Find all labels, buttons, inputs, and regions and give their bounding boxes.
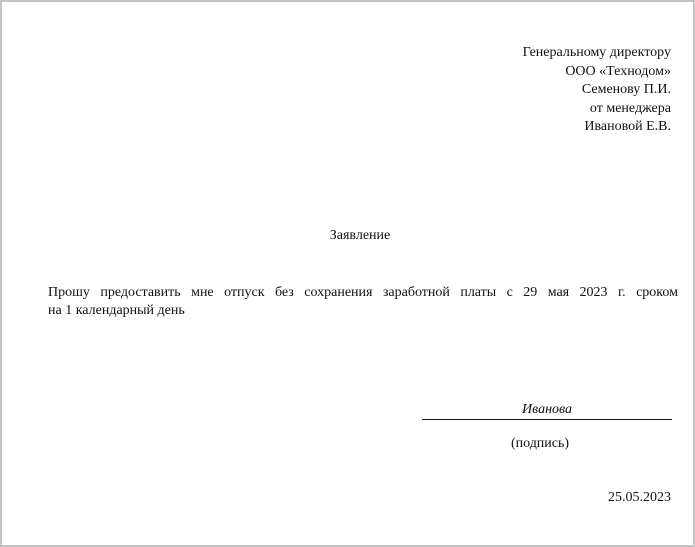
addressee-position: Генеральному директору — [522, 45, 671, 60]
signature-name: Иванова — [521, 402, 573, 417]
document-title: Заявление — [329, 228, 391, 243]
document-date: 25.05.2023 — [608, 490, 671, 505]
signature-caption: (подпись) — [510, 436, 570, 451]
sender-name: Ивановой Е.В. — [584, 119, 671, 134]
addressee-name: Семенову П.И. — [581, 82, 671, 97]
sender-position: от менеджера — [589, 100, 671, 116]
addressee-block — [523, 44, 671, 137]
addressee-company: ООО «Технодом» — [565, 63, 671, 79]
body-line-1: Прошу предоставить мне отпуск без сохранения заработной платы с 29 мая 2023 г. сроком — [48, 285, 678, 300]
signature-field — [422, 402, 672, 420]
document-body — [48, 284, 678, 320]
body-line-2: на 1 календарный день — [48, 303, 185, 318]
